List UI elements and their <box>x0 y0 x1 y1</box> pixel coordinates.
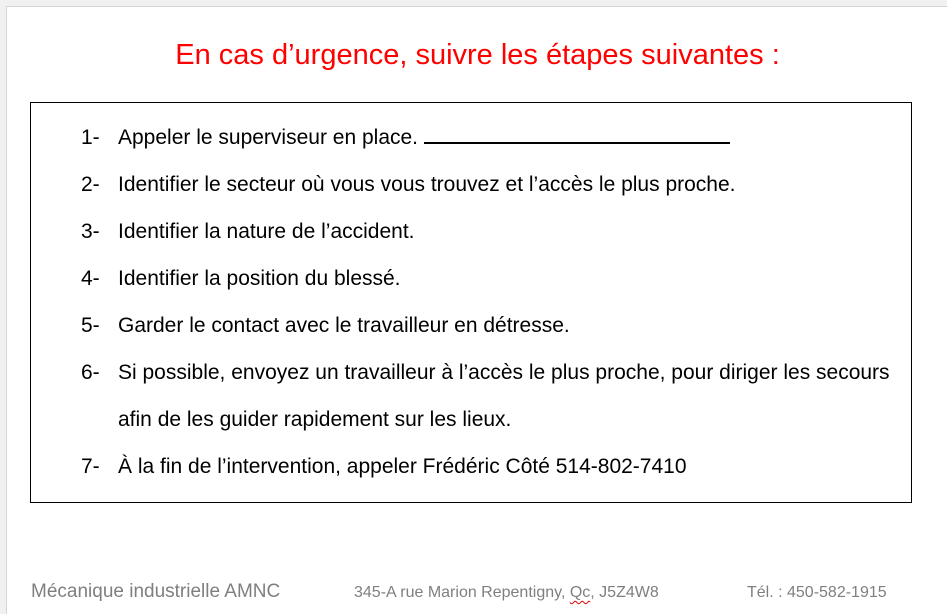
step-1 <box>31 114 911 161</box>
step-text: Identifier le secteur où vous vous trouvez et l’accès le plus proche. <box>118 173 736 196</box>
footer-address <box>354 581 659 605</box>
step-text: Identifier la nature de l’accident. <box>118 220 415 243</box>
page-footer <box>7 579 947 607</box>
step-number: 6- <box>81 361 100 384</box>
step-number: 1- <box>81 126 100 149</box>
step-number: 4- <box>81 267 100 290</box>
step-number: 3- <box>81 220 100 243</box>
spellcheck-flagged-word: Qc <box>569 584 591 601</box>
step-6 <box>31 349 911 443</box>
steps-box <box>30 102 912 503</box>
step-number: 2- <box>81 173 100 196</box>
step-7 <box>31 443 911 490</box>
step-number: 5- <box>81 314 100 337</box>
fill-in-blank-line <box>424 124 730 144</box>
step-3 <box>31 208 911 255</box>
footer-phone: Tél. : 450-582-1915 <box>747 584 887 601</box>
step-text: Garder le contact avec le travailleur en détresse. <box>118 314 570 337</box>
footer-company-name: Mécanique industrielle AMNC <box>31 581 281 602</box>
step-4 <box>31 255 911 302</box>
emergency-heading: En cas d’urgence, suivre les étapes suivantes : <box>175 39 780 71</box>
step-text: Si possible, envoyez un travailleur à l’accès le plus proche, pour diriger les secours afin de les guider rapidement sur les lieux. <box>118 361 890 431</box>
steps-list <box>31 114 911 490</box>
step-2 <box>31 161 911 208</box>
step-text-content: Appeler le superviseur en place. <box>118 126 419 149</box>
step-5 <box>31 302 911 349</box>
step-text <box>118 114 898 161</box>
step-text: Identifier la position du blessé. <box>118 267 401 290</box>
step-number: 7- <box>81 455 100 478</box>
document-page <box>6 6 947 614</box>
step-text: À la fin de l’intervention, appeler Frédéric Côté 514-802-7410 <box>118 455 687 478</box>
footer-address-part: 345-A rue Marion Repentigny, <box>354 584 570 601</box>
footer-address-part: , J5Z4W8 <box>590 584 659 601</box>
